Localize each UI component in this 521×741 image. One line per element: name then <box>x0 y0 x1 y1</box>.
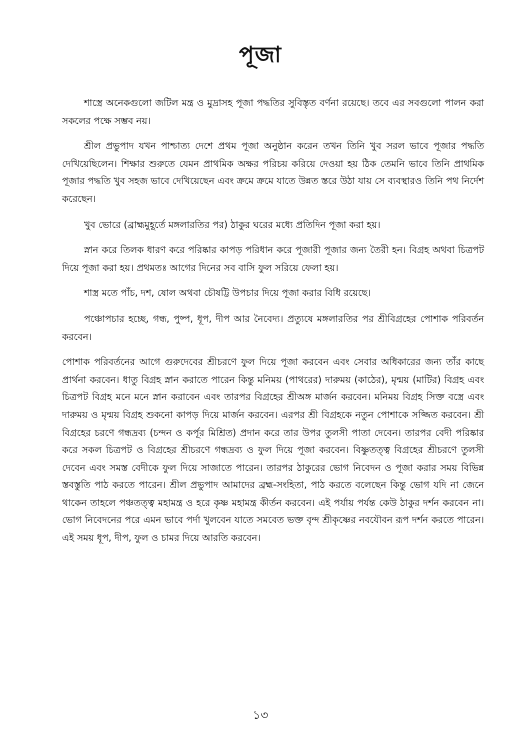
paragraph-5: শাস্ত্র মতে পাঁচ, দশ, ষোল অথবা চৌষট্টি উপচার দিয়ে পূজা করার বিধি রয়েছে। <box>84 288 371 300</box>
paragraph-7: পোশাক পরিবর্তনের আগে গুরুদেবের শ্রীচরণে ফুল দিয়ে পূজা করবেন এবং সেবার অধিকারের জন্য তাঁর কাছে প্রার্থনা করবেন। ধাতু বিগ্রহ স্নান করাতে পারেন কিন্তু মনিময় (পাথরের) দারুময় (কাঠের), মৃন্ময় (মাটির) বিগ্রহ এবং চিত্রপট বিগ্রহ মনে মনে স্নান করাবেন এবং তারপর বিগ্রহের শ্রীঅঙ্গ মার্জন করবেন। মনিময় বিগ্রহ সিক্ত বস্ত্রে এবং দারুময় ও মৃন্ময় বিগ্রহ শুকনো কাপড় দিয়ে মার্জন করবেন। এরপর শ্রী বিগ্রহকে নতুন পোশাকে সজ্জিত করবেন। শ্রী বিগ্রহের চরণে গন্ধদ্রব্য (চন্দন ও কর্পূর মিশ্রিত) প্রদান করে তার উপর তুলসী পাতা দেবেন। তারপর বেদী পরিষ্কার করে সকল চিত্রপট ও বিগ্রহের শ্রীচরণে গন্ধদ্রব্য ও ফুল দিয়ে পূজা করবেন। বিষ্ণুতত্ত্ব বিগ্রহের শ্রীচরণে তুলসী দেবেন এবং সমস্ত বেদীকে ফুল দিয়ে সাজাতে পারেন। তারপর ঠাকুরের ভোগ নিবেদন ও পূজা করার সময় বিভিন্ন স্তবস্তুতি পাঠ করতে পারেন। শ্রীল প্রভুপাদ আমাদের ব্রহ্ম-সংহিতা, পাঠ করতে বলেছেন কিন্তু ভোগ যদি না জেনে থাকেন তাহলে পঞ্চতত্ত্ব মহামন্ত্র ও হরে কৃষ্ণ মহামন্ত্র কীর্তন করবেন। এই পর্যায় পর্যন্ত কেউ ঠাকুর দর্শন করবেন না। ভোগ নিবেদনের পরে এমন ভাবে পর্দা খুলবেন যাতে সমবেত ভক্ত বৃন্দ শ্রীকৃষ্ণের নবযৌবন রূপ দর্শন করতে পারেন। এই সময় ধূপ, দীপ, ফুল ও চামর দিয়ে আরতি করবেন। <box>62 357 484 545</box>
body-text <box>62 95 484 556</box>
page-number: ১৩ <box>252 708 269 722</box>
paragraph-3: খুব ভোরে (ব্রাহ্মমুহূর্তে মঙ্গলারতির পর) ঠাকুর ঘরের মধ্যে প্রতিদিন পূজা করা হয়। <box>84 219 381 231</box>
paragraph-4: স্নান করে তিলক ধারণ করে পরিষ্কার কাপড় পরিধান করে পূজারী পূজার জন্য তৈরী হন। বিগ্রহ অথবা চিত্রপট দিয়ে পূজা করা হয়। প্রথমতঃ আগের দিনের সব বাসি ফুল সরিয়ে ফেলা হয়। <box>62 245 484 274</box>
paragraph-2: শ্রীল প্রভুপাদ যখন পাশ্চাত্য দেশে প্রথম পূজা অনুষ্ঠান করেন তখন তিনি খুব সরল ভাবে পূজার পদ্ধতি দেখিয়েছিলেন। শিক্ষার শুরুতে যেমন প্রাথমিক অক্ষর পরিচয় করিয়ে দেওয়া হয় ঠিক তেমনি ভাবে তিনি প্রাথমিক পূজার পদ্ধতি খুব সহজ ভাবে দেখিয়েছেন এবং ক্রমে ক্রমে যাতে উন্নত স্তরে উঠা যায় সে ব্যবস্থারও তিনি পথ নির্দেশ করেছেন। <box>62 141 484 205</box>
paragraph-1: শাস্ত্রে অনেকগুলো জটিল মন্ত্র ও মুদ্রাসহ পূজা পদ্ধতির সুবিস্তৃত বর্ণনা রয়েছে। তবে এর সবগুলো পালন করা সকলের পক্ষে সম্ভব নয়। <box>62 98 484 127</box>
page-title: পূজা <box>239 43 282 68</box>
paragraph-6: পঞ্চোপচার হচ্ছে, গন্ধ, পুষ্প, ধূপ, দীপ আর নৈবেদ্য। প্রত্যুষে মঙ্গলারতির পর শ্রীবিগ্রহের পোশাক পরিবর্তন করবেন। <box>62 313 484 343</box>
